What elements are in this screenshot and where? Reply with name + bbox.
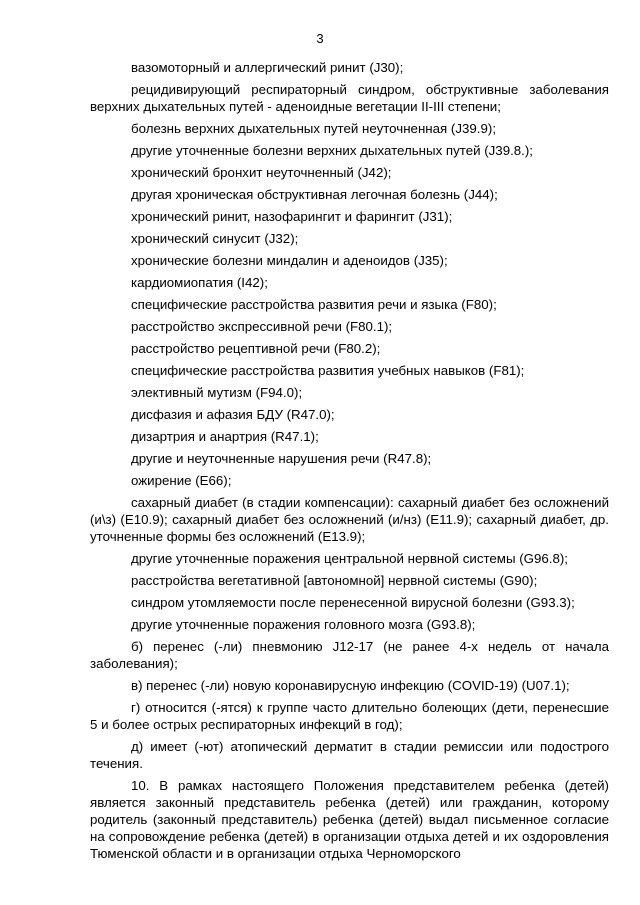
paragraph: другие и неуточненные нарушения речи (R47.8);	[131, 451, 432, 466]
paragraph: в) перенес (-ли) новую коронавирусную инфекцию (COVID-19) (U07.1);	[131, 678, 570, 693]
paragraph: дисфазия и афазия БДУ (R47.0);	[131, 407, 335, 422]
paragraph: хронический бронхит неуточненный (J42);	[131, 165, 392, 180]
paragraph: 10. В рамках настоящего Положения представителем ребенка (детей) является законный представитель ребенка (детей) или гражданин, которому родитель (законный представитель) ребенка (детей) выдал письменное согласие на сопровождение ребенка (детей) в организации отдыха детей и их оздоровления Тюменской области и в организации отдыха Черноморского	[90, 778, 609, 861]
paragraph: другая хроническая обструктивная легочная болезнь (J44);	[131, 187, 498, 202]
paragraph: рецидивирующий респираторный синдром, обструктивные заболевания верхних дыхательных путей - аденоидные вегетации II-III степени;	[90, 82, 609, 114]
paragraph: расстройство рецептивной речи (F80.2);	[131, 341, 381, 356]
paragraph: д) имеет (-ют) атопический дерматит в стадии ремиссии или подострого течения.	[90, 739, 609, 771]
paragraph: ожирение (E66);	[131, 473, 232, 488]
paragraph: расстройства вегетативной [автономной] нервной системы (G90);	[131, 573, 538, 588]
paragraph: специфические расстройства развития учебных навыков (F81);	[131, 363, 525, 378]
paragraph: другие уточненные поражения головного мозга (G93.8);	[131, 617, 476, 632]
document-body	[90, 59, 609, 867]
paragraph: сахарный диабет (в стадии компенсации): сахарный диабет без осложнений (и\з) (E10.9); сахарный диабет без осложнений (и/нз) (E11.9); сахарный диабет, др. уточненные формы без осложнений (E13.9);	[90, 495, 609, 544]
paragraph: дизартрия и анартрия (R47.1);	[131, 429, 319, 444]
paragraph: синдром утомляемости после перенесенной вирусной болезни (G93.3);	[131, 595, 575, 610]
paragraph: болезнь верхних дыхательных путей неуточненная (J39.9);	[131, 121, 497, 136]
paragraph: вазомоторный и аллергический ринит (J30);	[131, 60, 404, 75]
paragraph: б) перенес (-ли) пневмонию J12-17 (не ранее 4-х недель от начала заболевания);	[90, 639, 609, 671]
page-number: 3	[316, 31, 324, 46]
paragraph: другие уточненные болезни верхних дыхательных путей (J39.8.);	[131, 143, 533, 158]
paragraph: специфические расстройства развития речи и языка (F80);	[131, 297, 497, 312]
paragraph: кардиомиопатия (I42);	[131, 275, 268, 290]
paragraph: хронические болезни миндалин и аденоидов (J35);	[131, 253, 448, 268]
paragraph: хронический ринит, назофарингит и фарингит (J31);	[131, 209, 453, 224]
paragraph: хронический синусит (J32);	[131, 231, 299, 246]
paragraph: г) относится (-ятся) к группе часто длительно болеющих (дети, перенесшие 5 и более острых респираторных инфекций в год);	[90, 700, 609, 732]
paragraph: элективный мутизм (F94.0);	[131, 385, 303, 400]
paragraph: расстройство экспрессивной речи (F80.1);	[131, 319, 393, 334]
paragraph: другие уточненные поражения центральной нервной системы (G96.8);	[131, 551, 568, 566]
